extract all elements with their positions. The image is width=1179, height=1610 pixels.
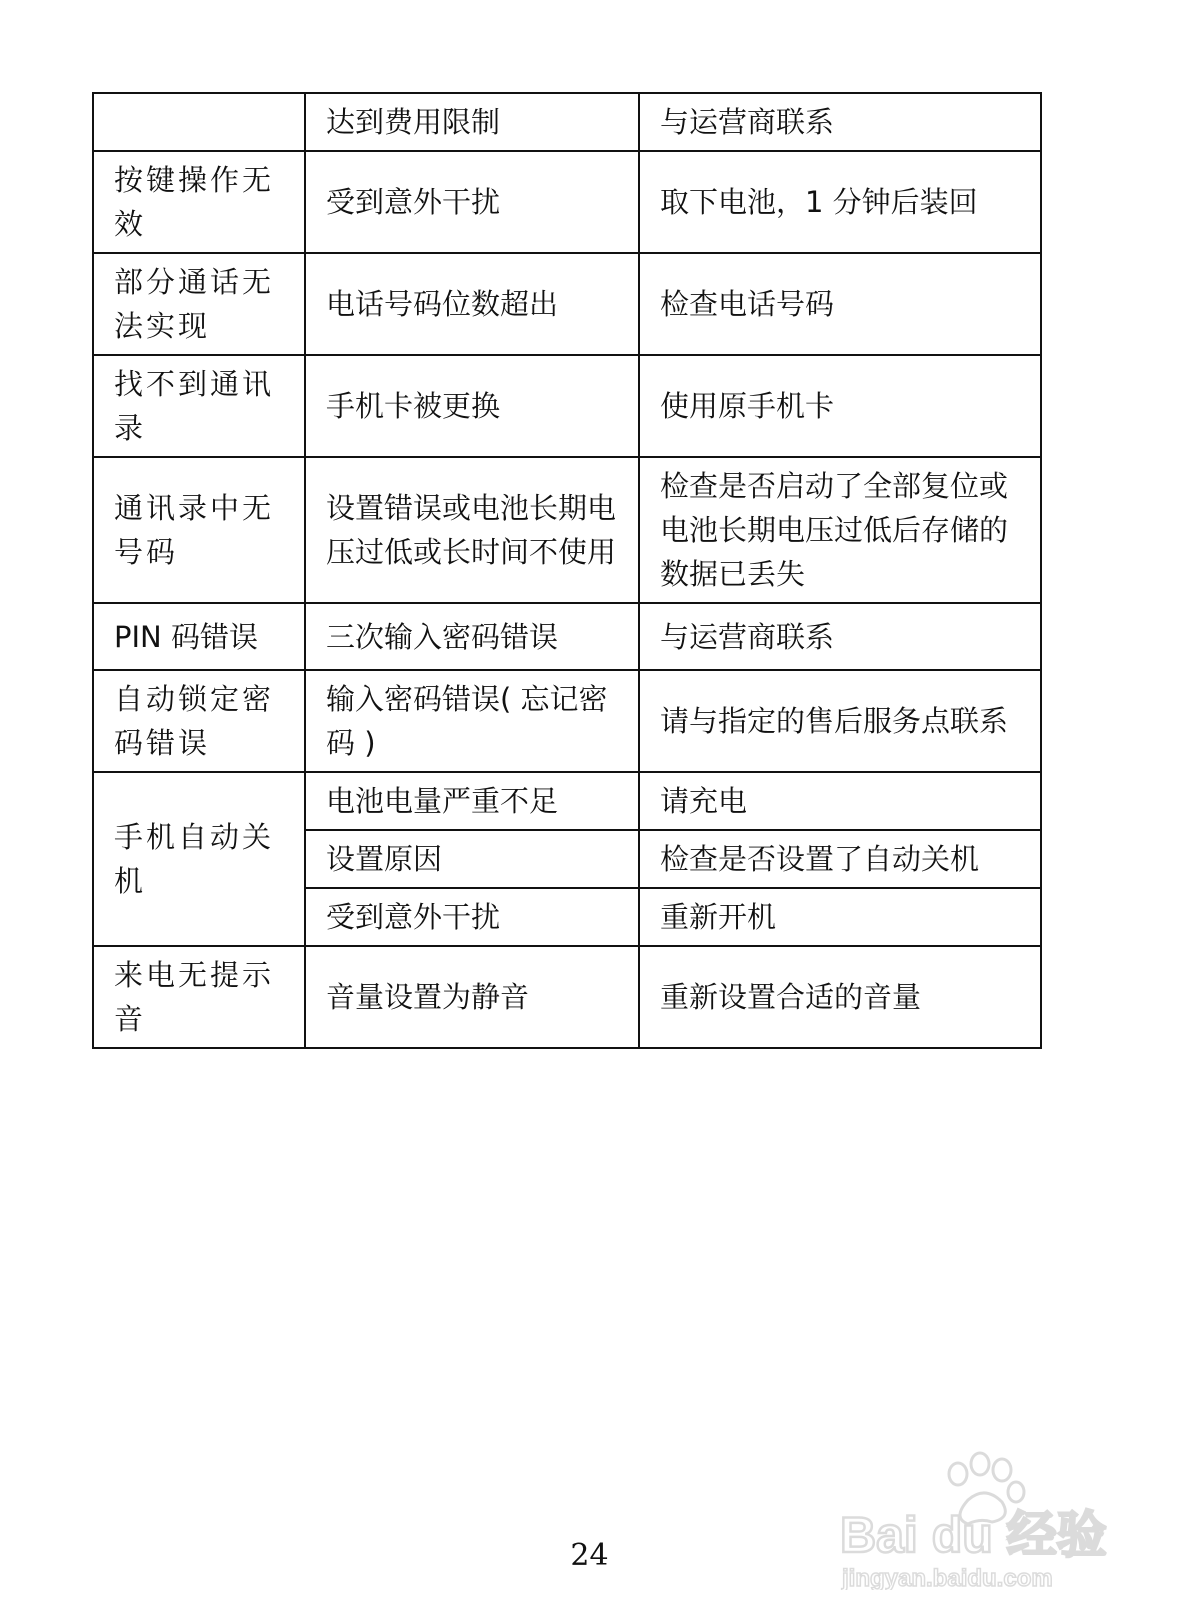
problem-cell: 来电无提示音 (93, 946, 305, 1048)
table-row (93, 772, 1041, 830)
solution-cell: 与运营商联系 (639, 603, 1041, 670)
cause-cell: 设置错误或电池长期电压过低或长时间不使用 (305, 457, 639, 603)
table-row (93, 253, 1041, 355)
cause-cell: 手机卡被更换 (305, 355, 639, 457)
solution-cell: 与运营商联系 (639, 93, 1041, 151)
table-row (93, 93, 1041, 151)
solution-cell: 使用原手机卡 (639, 355, 1041, 457)
problem-cell: 自动锁定密码错误 (93, 670, 305, 772)
problem-cell: 手机自动关机 (93, 772, 305, 946)
watermark-brand: Bai du 经验 (840, 1507, 1107, 1563)
cause-cell: 设置原因 (305, 830, 639, 888)
solution-cell: 检查电话号码 (639, 253, 1041, 355)
cause-cell: 受到意外干扰 (305, 151, 639, 253)
solution-cell: 检查是否启动了全部复位或电池长期电压过低后存储的数据已丢失 (639, 457, 1041, 603)
solution-cell: 重新设置合适的音量 (639, 946, 1041, 1048)
table-row (93, 670, 1041, 772)
solution-cell: 请充电 (639, 772, 1041, 830)
cause-cell: 电池电量严重不足 (305, 772, 639, 830)
solution-cell: 重新开机 (639, 888, 1041, 946)
cause-cell: 达到费用限制 (305, 93, 639, 151)
problem-cell: 部分通话无法实现 (93, 253, 305, 355)
cause-cell: 音量设置为静音 (305, 946, 639, 1048)
page-number: 24 (570, 1538, 609, 1573)
table-row (93, 355, 1041, 457)
table-row (93, 603, 1041, 670)
watermark-url: jingyan.baidu.com (842, 1565, 1053, 1590)
troubleshooting-table (92, 92, 1042, 1049)
problem-cell: 通讯录中无号码 (93, 457, 305, 603)
solution-cell: 检查是否设置了自动关机 (639, 830, 1041, 888)
cause-cell: 输入密码错误( 忘记密码 ) (305, 670, 639, 772)
problem-cell: 找不到通讯录 (93, 355, 305, 457)
table-row (93, 946, 1041, 1048)
cause-cell: 电话号码位数超出 (305, 253, 639, 355)
cause-cell: 受到意外干扰 (305, 888, 639, 946)
solution-cell: 请与指定的售后服务点联系 (639, 670, 1041, 772)
solution-cell: 取下电池，1 分钟后装回 (639, 151, 1041, 253)
table-row (93, 457, 1041, 603)
table-row (93, 151, 1041, 253)
problem-cell: PIN 码错误 (93, 603, 305, 670)
problem-cell: 按键操作无效 (93, 151, 305, 253)
cause-cell: 三次输入密码错误 (305, 603, 639, 670)
problem-cell (93, 93, 305, 151)
